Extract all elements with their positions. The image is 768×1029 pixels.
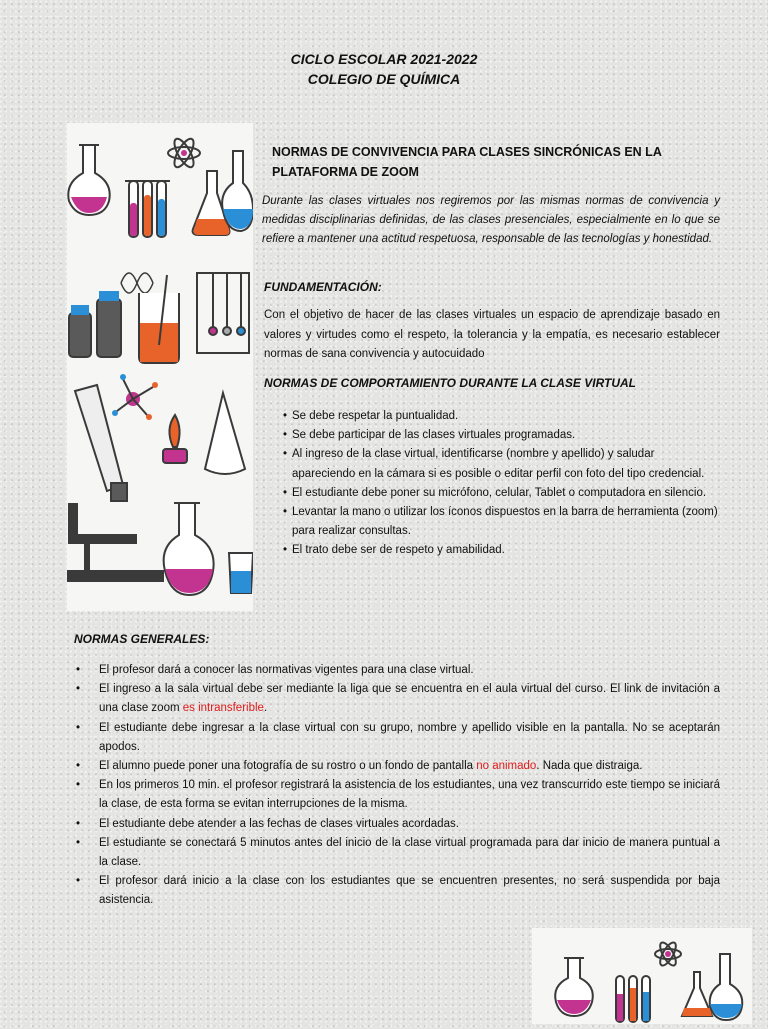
school-year-title: CICLO ESCOLAR 2021-2022 — [290, 51, 478, 67]
list-item: • El estudiante se conectará 5 minutos antes del inicio de la clase virtual programada para dar inicio de manera puntual a la clase. — [74, 834, 720, 872]
list-item: • El profesor dará a conocer las normativas vigentes para una clase virtual. — [74, 661, 720, 680]
generales-list — [74, 661, 720, 911]
list-item: • Se debe respetar la puntualidad. — [282, 407, 718, 426]
list-item: • El estudiante debe ingresar a la clase virtual con su grupo, nombre y apellido visible en la pantalla. No se aceptarán apodos. — [74, 719, 720, 757]
fundamentacion-heading: FUNDAMENTACIÓN: — [264, 280, 382, 294]
comportamiento-heading: NORMAS DE COMPORTAMIENTO DURANTE LA CLASE VIRTUAL — [264, 376, 637, 390]
generales-heading: NORMAS GENERALES: — [74, 632, 210, 646]
list-item: • El trato debe ser de respeto y amabilidad. — [282, 541, 718, 560]
section-title: NORMAS DE CONVIVENCIA PARA CLASES SINCRÓNICAS EN LA PLATAFORMA DE ZOOM — [272, 145, 662, 179]
highlighted-text: no animado — [476, 760, 537, 773]
chemistry-lab-illustration — [67, 123, 253, 611]
list-item: • El profesor dará inicio a la clase con los estudiantes que se encuentren presentes, no será suspendida por baja asistencia. — [74, 872, 720, 910]
list-item: • El estudiante debe atender a las fechas de clases virtuales acordadas. — [74, 815, 720, 834]
list-item: • El ingreso a la sala virtual debe ser mediante la liga que se encuentra en el aula virtual del curso. El link de invitación a una clase zoom es intransferible. — [74, 680, 720, 718]
list-item: • El alumno puede poner una fotografía de su rostro o un fondo de pantalla no animado. Nada que distraiga. — [74, 757, 720, 776]
list-item: • Se debe participar de las clases virtuales programadas. — [282, 426, 718, 445]
list-item: • Al ingreso de la clase virtual, identificarse (nombre y apellido) y saludar apareciendo en la cámara si es posible o editar perfil con foto del tipo credencial. — [282, 445, 718, 483]
highlighted-text: es intransferible — [182, 702, 264, 715]
college-title: COLEGIO DE QUÍMICA — [307, 71, 461, 87]
comportamiento-list — [282, 407, 718, 561]
list-item: • Levantar la mano o utilizar los íconos dispuestos en la barra de herramienta (zoom) para realizar consultas. — [282, 503, 718, 541]
intro-paragraph: Durante las clases virtuales nos regiremos por las mismas normas de convivencia y medidas disciplinarias definidas, de las clases presenciales, especialmente en lo que se refiere a mantener una actitud respetuosa, responsable de las tecnologías y honestidad. — [262, 195, 720, 245]
list-item: • En los primeros 10 min. el profesor registrará la asistencia de los estudiantes, una vez transcurrido este tiempo se iniciará la clase, de esta forma se evitan interrupciones de la misma. — [74, 776, 720, 814]
fundamentacion-text: Con el objetivo de hacer de las clases virtuales un espacio de aprendizaje basado en valores y virtudes como el respeto, la tolerancia y la empatía, es necesario establecer normas de sana convivencia y autocuidado — [264, 309, 720, 360]
chemistry-flasks-illustration — [532, 928, 752, 1024]
list-item: • El estudiante debe poner su micrófono, celular, Tablet o computadora en silencio. — [282, 484, 718, 503]
